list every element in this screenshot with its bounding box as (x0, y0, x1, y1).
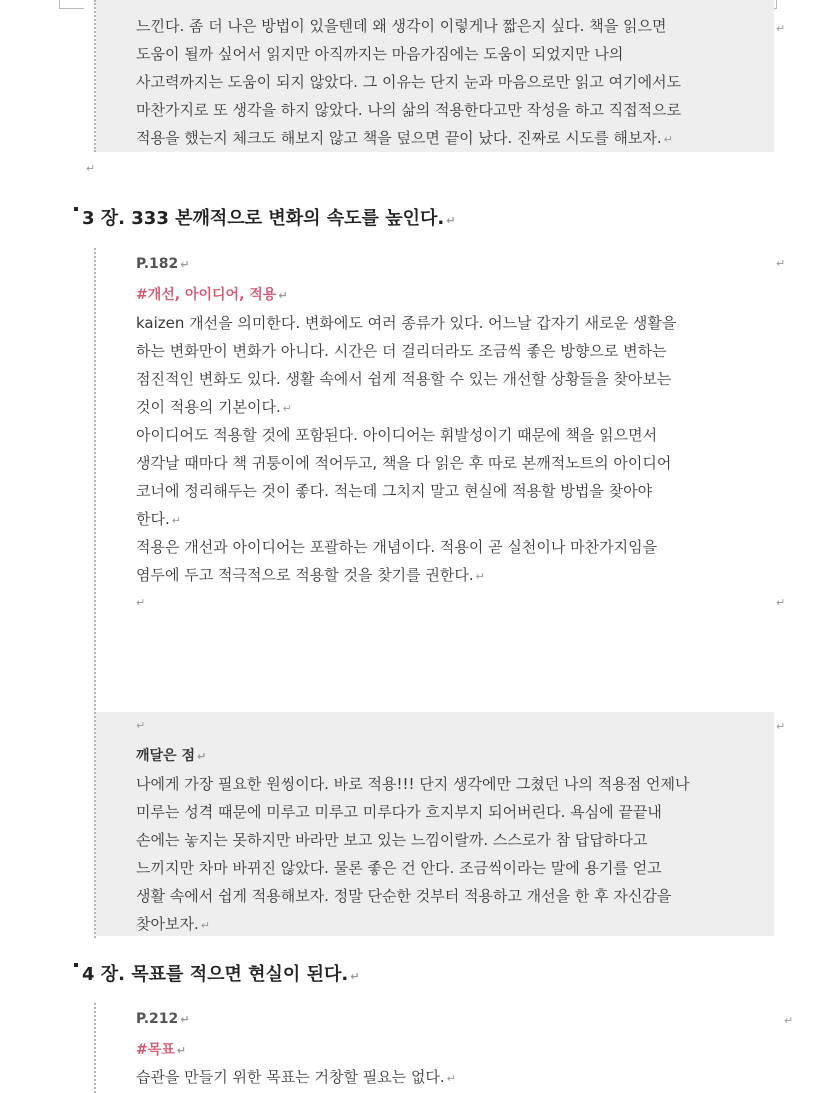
body-line: 습관을 만들기 위한 목표는 거창할 필요는 없다. (136, 1068, 445, 1086)
chapter-heading-text: 3 장. 333 본깨적으로 변화의 속도를 높인다. (82, 208, 445, 229)
heading-bullet (74, 207, 78, 211)
body-line: 한다. (136, 510, 170, 528)
chapter-heading-text: 4 장. 목표를 적으면 현실이 된다. (82, 964, 349, 985)
indent-guide (94, 1003, 96, 1093)
tags: #개선, 아이디어, 적용 (136, 287, 277, 303)
body-line-wrap (136, 1063, 456, 1093)
paragraph-mark: ↵ (282, 402, 292, 415)
realization-title: 깨달은 점 (136, 748, 195, 764)
paragraph-mark: ↵ (446, 214, 456, 227)
body-line-wrap (136, 393, 292, 423)
page-reference-line (136, 256, 189, 272)
paragraph-mark: ↵ (663, 133, 673, 146)
paragraph-mark: ↵ (196, 750, 207, 763)
body-line: 손에는 놓지는 못하지만 바라만 보고 있는 느낌이랄까. 스스로가 참 답답하다고 (136, 831, 648, 849)
tag-line (136, 284, 288, 304)
paragraph-mark: ↵ (136, 719, 146, 732)
page-corner-mark (59, 0, 84, 9)
body-line-wrap (136, 505, 181, 535)
paragraph-mark: ↵ (350, 970, 360, 983)
body-line: 생활 속에서 쉽게 적용해보자. 정말 단순한 것부터 적용하고 개선을 한 후 자신감을 (136, 887, 672, 905)
body-line-wrap (136, 124, 673, 154)
page-reference-line (136, 1011, 189, 1027)
body-line: 느낀다. 좀 더 나은 방법이 있을텐데 왜 생각이 이렇게나 짧은지 싶다. 책을 읽으면 (136, 17, 667, 35)
paragraph-mark: ↵ (180, 1013, 190, 1026)
paragraph-mark: ↵ (176, 1044, 186, 1057)
paragraph-mark: ↵ (776, 596, 786, 609)
paragraph-mark: ↵ (446, 1072, 456, 1085)
paragraph-mark: ↵ (86, 162, 96, 175)
paragraph-mark: ↵ (776, 257, 786, 270)
body-line-wrap (136, 910, 210, 940)
chapter-heading (74, 960, 359, 986)
paragraph-mark: ↵ (784, 1014, 794, 1027)
body-line: 사고력까지는 도움이 되지 않았다. 그 이유는 단지 눈과 마음으로만 읽고 여기에서도 (136, 73, 682, 91)
realization-title-line (136, 745, 206, 765)
chapter-heading (74, 204, 455, 230)
body-line: 나에게 가장 필요한 원씽이다. 바로 적용!!! 단지 생각에만 그쳤던 나의 적용점 언제나 (136, 775, 690, 793)
tag-line (136, 1039, 186, 1059)
heading-bullet (74, 963, 78, 967)
paragraph-mark: ↵ (776, 720, 786, 733)
paragraph-mark: ↵ (180, 258, 190, 271)
body-line: 염두에 두고 적극적으로 적용할 것을 찾기를 권한다. (136, 566, 474, 584)
body-line: 것이 적용의 기본이다. (136, 398, 281, 416)
body-line: 하는 변화만이 변화가 아니다. 시간은 더 걸리더라도 조금씩 좋은 방향으로 변하는 (136, 342, 667, 360)
body-line-wrap (136, 561, 485, 591)
paragraph-mark: ↵ (136, 596, 146, 609)
paragraph-mark: ↵ (171, 514, 181, 527)
body-line: 미루는 성격 때문에 미루고 미루고 미루다가 흐지부지 되어버린다. 욕심에 끝끝내 (136, 803, 662, 821)
body-line: 마찬가지로 또 생각을 하지 않았다. 나의 삶의 적용한다고만 작성을 하고 직접적으로 (136, 101, 682, 119)
paragraph-mark: ↵ (776, 22, 786, 35)
body-line: kaizen 개선을 의미한다. 변화에도 여러 종류가 있다. 어느날 갑자기 새로운 생활을 (136, 314, 677, 332)
paragraph-mark: ↵ (475, 570, 485, 583)
body-line: 생각날 때마다 책 귀퉁이에 적어두고, 책을 다 읽은 후 따로 본깨적노트의 아이디어 (136, 454, 672, 472)
body-line: 도움이 될까 싶어서 읽지만 아직까지는 마음가짐에는 도움이 되었지만 나의 (136, 45, 624, 63)
page-reference: P.212 (136, 1011, 179, 1027)
body-line: 점진적인 변화도 있다. 생활 속에서 쉽게 적용할 수 있는 개선할 상황들을 찾아보는 (136, 370, 672, 388)
paragraph-mark: ↵ (278, 289, 288, 302)
body-line: 적용을 했는지 체크도 해보지 않고 책을 덮으면 끝이 났다. 진짜로 시도를 해보자. (136, 129, 662, 147)
body-line: 코너에 정리해두는 것이 좋다. 적는데 그치지 말고 현실에 적용할 방법을 찾아야 (136, 482, 653, 500)
page-reference: P.182 (136, 256, 179, 272)
body-line: 적용은 개선과 아이디어는 포괄하는 개념이다. 적용이 곧 실천이나 마찬가지임을 (136, 538, 658, 556)
tags: #목표 (136, 1042, 175, 1058)
body-line: 아이디어도 적용할 것에 포함된다. 아이디어는 휘발성이기 때문에 책을 읽으면서 (136, 426, 658, 444)
body-line: 느끼지만 차마 바뀌진 않았다. 물론 좋은 건 안다. 조금씩이라는 말에 용기를 얻고 (136, 859, 662, 877)
paragraph-mark: ↵ (200, 919, 210, 932)
body-line: 찾아보자. (136, 915, 199, 933)
